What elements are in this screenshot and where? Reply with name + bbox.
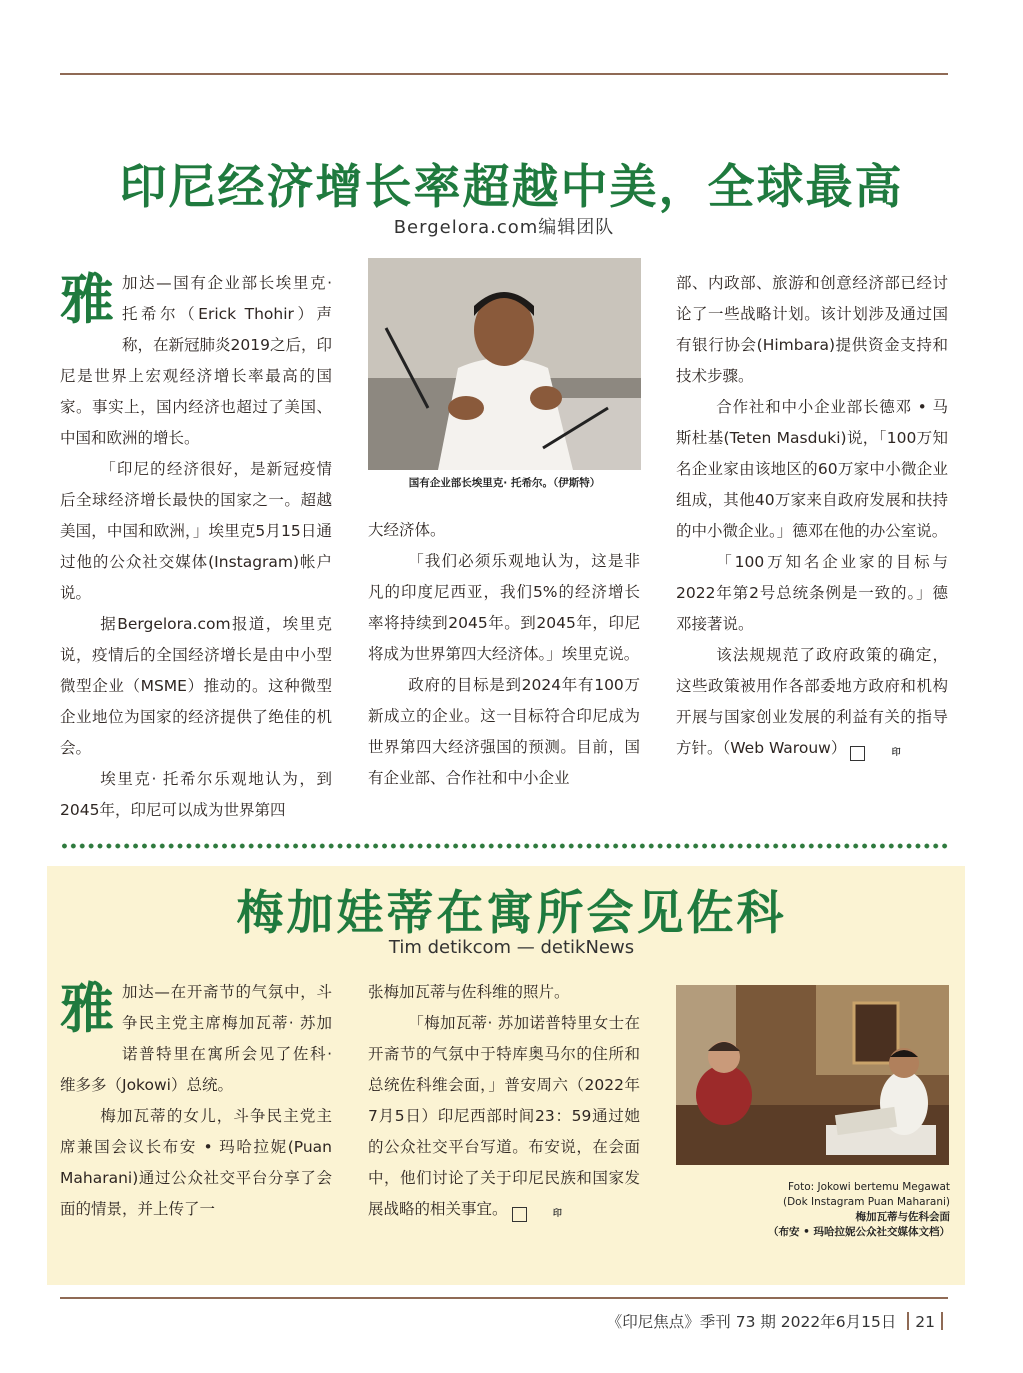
- paragraph: 加达—在开斋节的气氛中，斗争民主党主席梅加瓦蒂· 苏加诺普特里在寓所会见了佐科· 维多多（Jokowi）总统。: [60, 983, 332, 1094]
- minister-photo: [368, 258, 641, 470]
- caption-line: (Dok Instagram Puan Maharani): [782, 1196, 950, 1208]
- article1-column-1: [60, 268, 332, 826]
- article2-column-2: [368, 977, 640, 1225]
- article2-title: 梅加娃蒂在寓所会见佐科: [236, 886, 787, 941]
- paragraph: 合作社和中小企业部长德邓 • 马斯杜基(Teten Masduki)说，「100万知名企业家由该地区的60万家中小微企业组成，其他40万家来自政府发展和扶持的中小微企业。」德邓在他的办公室说。: [676, 398, 948, 540]
- bottom-rule: [60, 1297, 948, 1299]
- end-mark-icon: 印: [850, 746, 865, 761]
- paragraph: 梅加瓦蒂的女儿，斗争民主党主席兼国会议长布安 • 玛哈拉妮(Puan Maharani)通过公众社交平台分享了会面的情景，并上传了一: [60, 1107, 332, 1218]
- article2-byline: Tim detikcom — detikNews: [388, 937, 635, 958]
- closing-paragraph: 「梅加瓦蒂· 苏加诺普特里女士在开斋节的气氛中于特库奥马尔的住所和总统佐科维会面，」普安周六（2022年7月5日）印尼西部时间23：59通过她的公众社交平台写道。布安说，在会面中，他们讨论了关于印尼民族和国家发展战略的相关事宜。: [368, 1014, 640, 1218]
- caption-line: （布安 • 玛哈拉妮公众社交媒体文档）: [767, 1226, 950, 1238]
- publication-info: 《印尼焦点》季刊 73 期 2022年6月15日: [606, 1313, 897, 1331]
- meeting-photo: [676, 985, 949, 1165]
- drop-cap: 雅: [60, 268, 114, 331]
- top-rule: [60, 73, 948, 75]
- article1-byline: Bergelora.com编辑团队: [393, 217, 615, 238]
- article1-column-3: [676, 268, 948, 764]
- caption-line: 梅加瓦蒂与佐科会面: [855, 1211, 950, 1223]
- article1-column-2: [368, 515, 640, 794]
- page-number: 21: [915, 1313, 935, 1331]
- paragraph: 据Bergelora.com报道，埃里克说，疫情后的全国经济增长是由中小型微型企业（MSME）推动的。这种微型企业地位为国家的经济提供了绝佳的机会。: [60, 615, 332, 757]
- dotted-divider: [60, 843, 950, 849]
- paragraph: 部、内政部、旅游和创意经济部已经讨论了一些战略计划。该计划涉及通过国有银行协会(Himbara)提供资金支持和技术步骤。: [676, 274, 948, 385]
- paragraph: 「我们必须乐观地认为，这是非凡的印度尼西亚，我们5%的经济增长率将持续到2045年。到2045年，印尼将成为世界第四大经济体。」埃里克说。: [368, 552, 640, 663]
- paragraph: 加达—国有企业部长埃里克· 托希尔（Erick Thohir）声称，在新冠肺炎2019之后，印尼是世界上宏观经济增长率最高的国家。事实上，国内经济也超过了美国、中国和欧洲的增长。: [60, 274, 332, 447]
- paragraph: 大经济体。: [368, 521, 446, 539]
- paragraph: [368, 1008, 640, 1225]
- drop-cap: 雅: [60, 977, 114, 1040]
- photo-caption: 国有企业部长埃里克· 托希尔。（伊斯特）: [408, 477, 601, 489]
- meeting-photo-caption: [660, 1180, 950, 1240]
- caption-line: Foto: Jokowi bertemu Megawat: [788, 1181, 950, 1193]
- paragraph: 「100万知名企业家的目标与2022年第2号总统条例是一致的。」德邓接著说。: [676, 553, 948, 633]
- paragraph: 政府的目标是到2024年有100万新成立的企业。这一目标符合印尼成为世界第四大经济强国的预测。目前，国有企业部、合作社和中小企业: [368, 676, 640, 787]
- closing-paragraph: 该法规规范了政府政策的确定，这些政策被用作各部委地方政府和机构开展与国家创业发展的利益有关的指导方针。（Web Warouw）: [676, 646, 948, 757]
- page-footer: [607, 1310, 949, 1332]
- footer-divider: [907, 1312, 909, 1330]
- article1-title: 印尼经济增长率超越中美，全球最高: [119, 160, 904, 215]
- paragraph: 埃里克· 托希尔乐观地认为，到2045年，印尼可以成为世界第四: [60, 770, 332, 819]
- end-mark-icon: 印: [512, 1207, 527, 1222]
- paragraph: 张梅加瓦蒂与佐科维的照片。: [368, 983, 570, 1001]
- paragraph: 「印尼的经济很好，是新冠疫情后全球经济增长最快的国家之一。超越美国，中国和欧洲，」埃里克5月15日通过他的公众社交媒体(Instagram)帐户说。: [60, 460, 332, 602]
- paragraph: [676, 640, 948, 764]
- article2-column-1: [60, 977, 332, 1225]
- footer-divider: [941, 1312, 943, 1330]
